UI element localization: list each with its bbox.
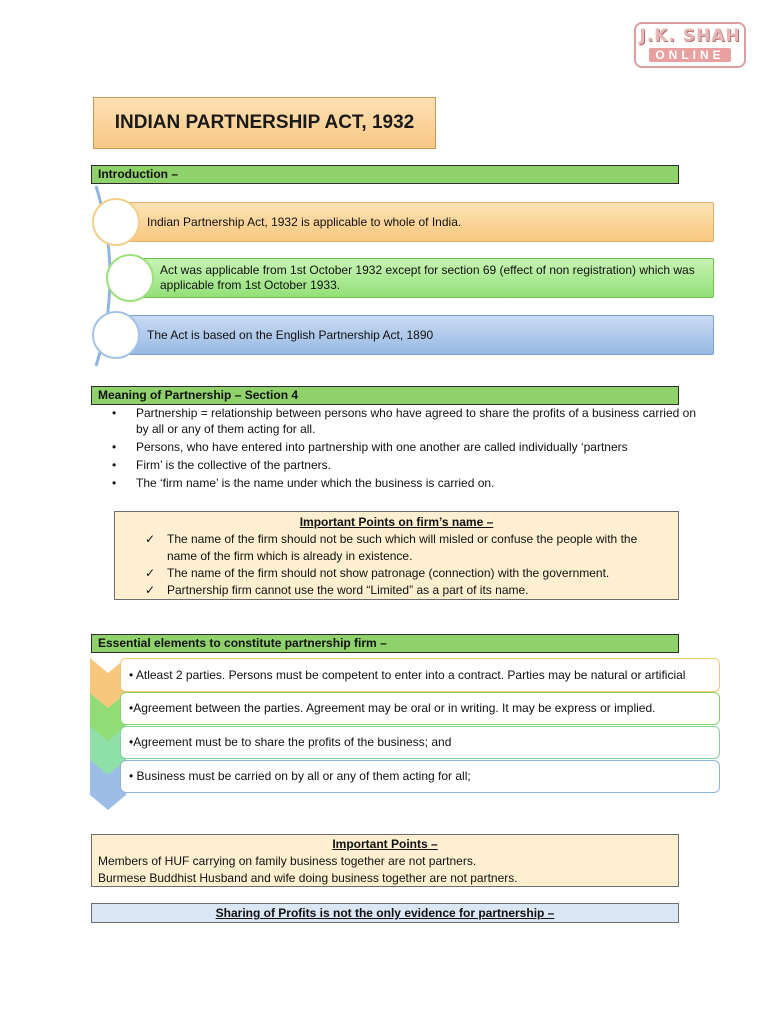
essential-heading: Essential elements to constitute partnership firm –	[91, 634, 679, 653]
essential-item-2-text: •Agreement between the parties. Agreement may be oral or in writing. It may be express or implied.	[129, 701, 656, 715]
firm-name-points-list	[115, 531, 678, 599]
check-icon: ✓	[145, 566, 156, 580]
intro-item-3	[112, 315, 714, 355]
sharing-profits-heading: Sharing of Profits is not the only evidence for partnership –	[91, 903, 679, 923]
logo-line2: ONLINE	[649, 48, 730, 62]
meaning-list	[106, 405, 696, 493]
page-title: INDIAN PARTNERSHIP ACT, 1932	[93, 97, 436, 149]
firm-name-points-title: Important Points on firm’s name –	[299, 515, 494, 529]
essential-item-1	[120, 658, 720, 692]
list-item: • Partnership = relationship between persons who have agreed to share the profits of a business carried on by all or any of them acting for all.	[112, 406, 697, 436]
list-item: ✓ Partnership firm cannot use the word “Limited” as a part of its name.	[145, 583, 529, 597]
introduction-heading: Introduction –	[91, 165, 679, 184]
list-item: ✓ The name of the firm should not be such which will misled or confuse the people with the name of the firm which is already in existence.	[145, 532, 638, 563]
intro-item-2-text: Act was applicable from 1st October 1932 except for section 69 (effect of non registration) which was applicable from 1st October 1933.	[160, 263, 695, 292]
important-points-title: Important Points –	[332, 837, 438, 851]
firm-name-points-box	[114, 511, 679, 600]
check-icon: ✓	[145, 532, 156, 546]
logo-line1: J.K. SHAH	[639, 26, 741, 46]
intro-circle-1	[92, 198, 140, 246]
essential-item-3-text: •Agreement must be to share the profits of the business; and	[129, 735, 452, 749]
important-points-box	[91, 834, 679, 887]
essential-item-2	[120, 692, 720, 725]
intro-circle-3	[92, 311, 140, 359]
list-item: ✓ The name of the firm should not show patronage (connection) with the government.	[145, 566, 610, 580]
intro-item-2	[126, 258, 714, 298]
intro-item-1	[112, 202, 714, 242]
essential-item-4-text: • Business must be carried on by all or any of them acting for all;	[129, 769, 471, 783]
intro-circle-2	[106, 254, 154, 302]
list-item: • The ‘firm name’ is the name under which the business is carried on.	[112, 476, 495, 490]
list-item: • Firm’ is the collective of the partners.	[112, 458, 331, 472]
important-points-line-1: Members of HUF carrying on family business together are not partners.	[98, 854, 477, 868]
jk-shah-online-logo	[634, 22, 746, 68]
essential-item-3	[120, 726, 720, 759]
essential-item-1-text: • Atleast 2 parties. Persons must be competent to enter into a contract. Parties may be natural or artificial	[129, 667, 686, 682]
list-item: • Persons, who have entered into partnership with one another are called individually ‘partners	[112, 440, 628, 454]
important-points-line-2: Burmese Buddhist Husband and wife doing business together are not partners.	[98, 871, 518, 885]
intro-item-1-text: Indian Partnership Act, 1932 is applicable to whole of India.	[147, 214, 462, 229]
meaning-heading: Meaning of Partnership – Section 4	[91, 386, 679, 405]
check-icon: ✓	[145, 583, 156, 597]
intro-item-3-text: The Act is based on the English Partnership Act, 1890	[147, 327, 434, 342]
essential-item-4	[120, 760, 720, 793]
